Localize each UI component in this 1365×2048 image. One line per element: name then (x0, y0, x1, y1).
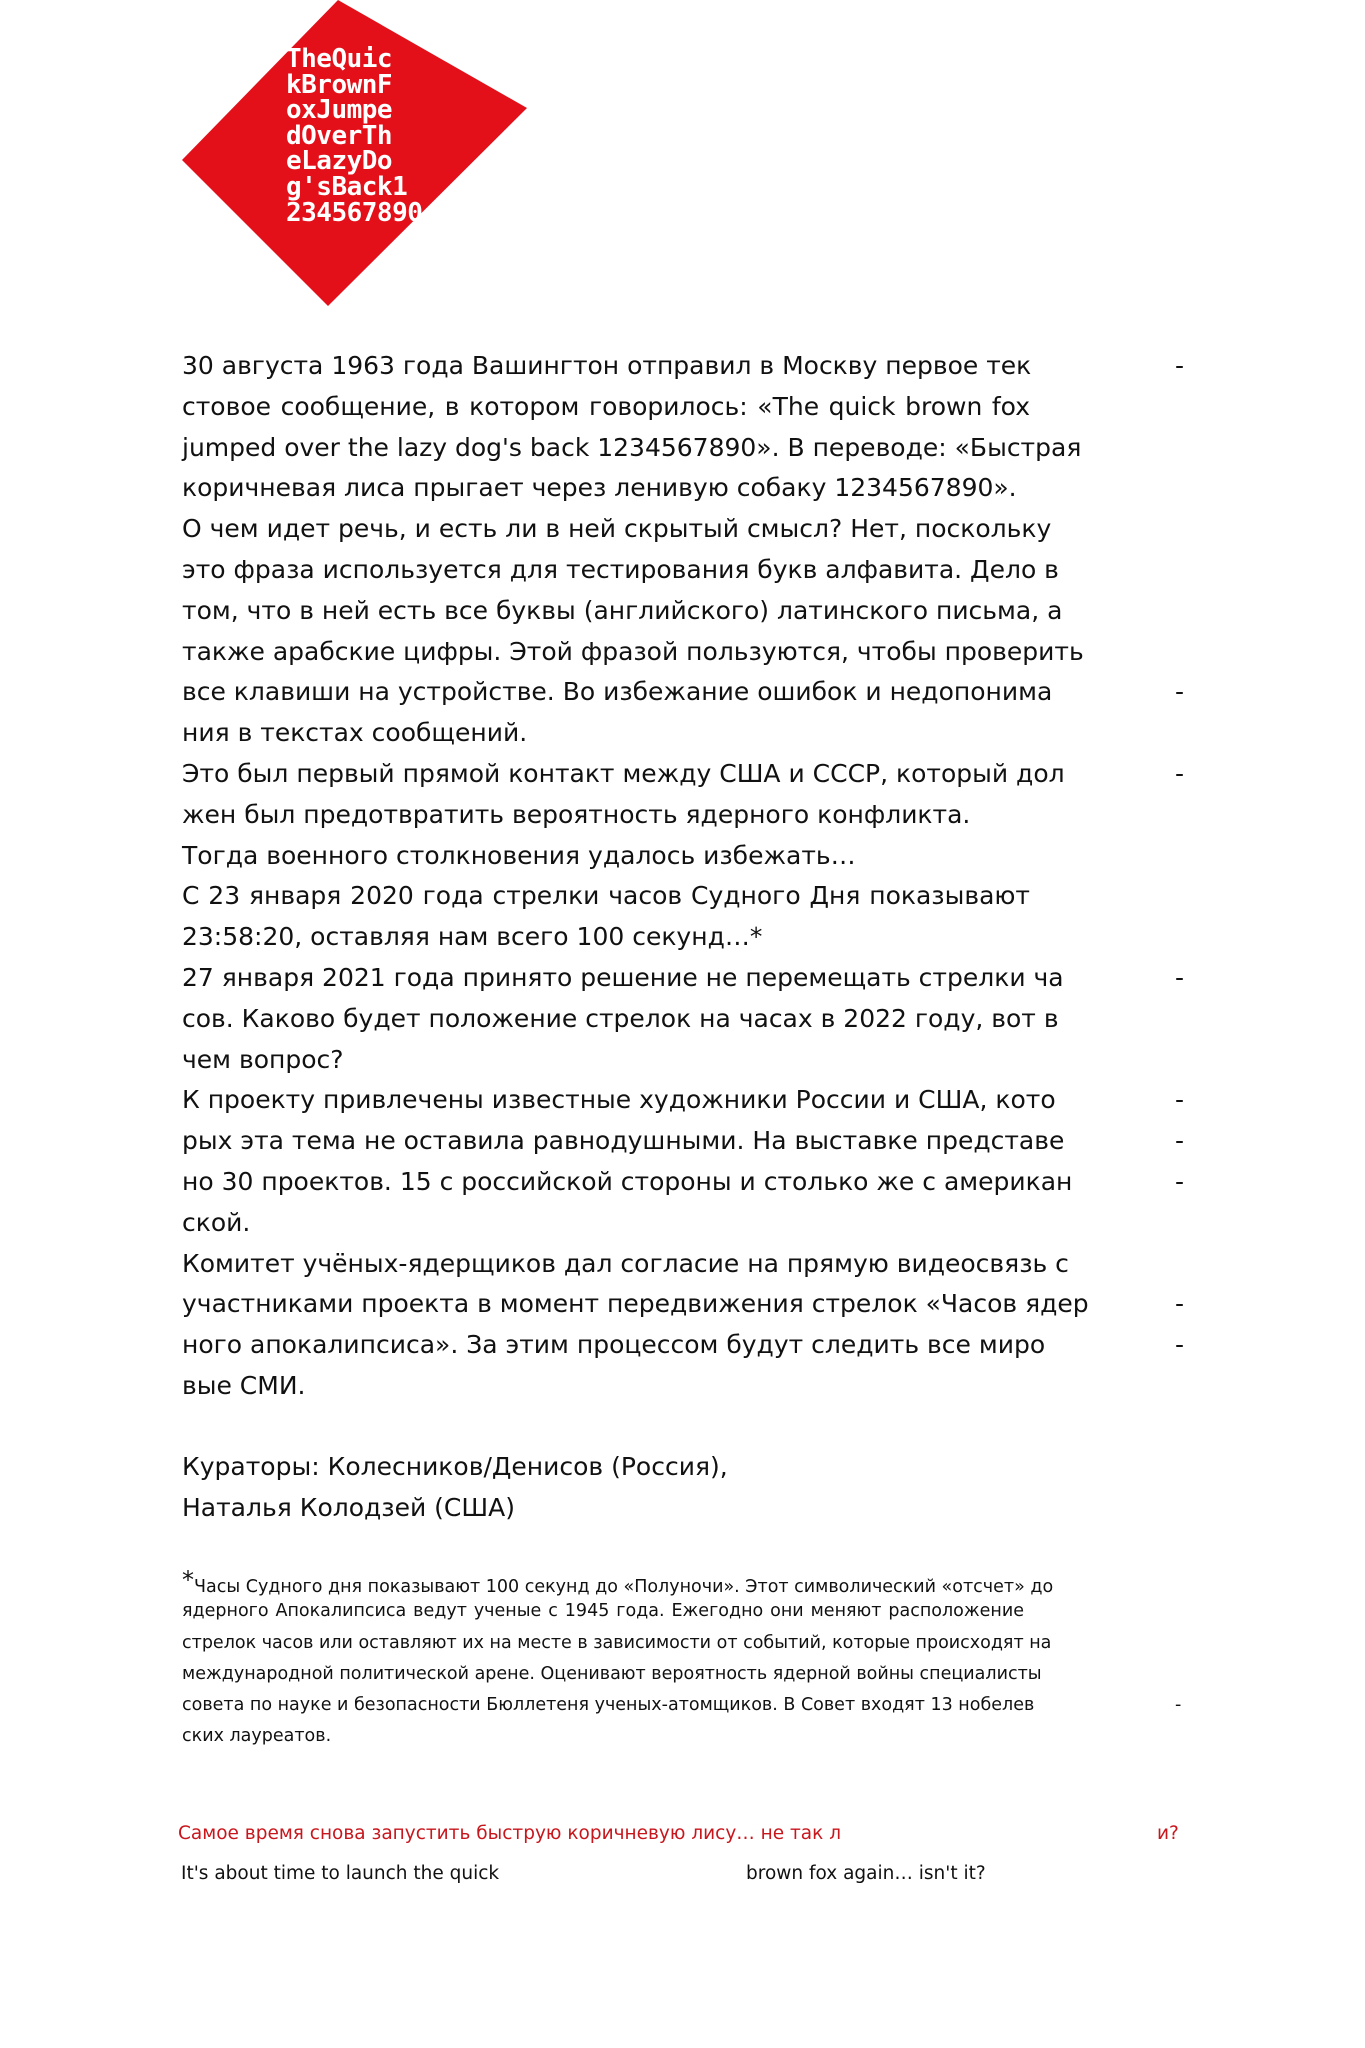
curators-line-usa: Наталья Колодзей (США) (182, 1493, 515, 1522)
body-text-line-text: ской. (182, 1207, 251, 1237)
body-text (182, 346, 1192, 1407)
logo-text-line: TheQuic (286, 44, 393, 74)
footnote-line-text: стрелок часов или оставляют их на месте в зависимости от событий, которые происходят на (182, 1632, 1052, 1653)
footnote-line-text: международной политической арене. Оценивают вероятность ядерной войны специалисты (182, 1663, 1042, 1684)
logo-text-line: eLazyDo (286, 146, 393, 177)
body-text-line-text: том, что в ней есть все буквы (английского) латинского письма, а (182, 595, 1063, 625)
body-text-line-text: 23:58:20, оставляя нам всего 100 секунд…* (182, 922, 763, 952)
body-text-line (182, 876, 1192, 917)
body-text-hyphen: - (1175, 351, 1185, 380)
body-text-line (182, 1162, 1192, 1203)
body-text-line (182, 1325, 1192, 1366)
logo-text-line: dOverTh (286, 120, 393, 151)
body-text-line-text: 30 августа 1963 года Вашингтон отправил в Москву первое тек (182, 351, 1032, 380)
footnote-line-text: совета по науке и безопасности Бюллетеня ученых-атомщиков. В Совет входят 13 нобелев (182, 1695, 1035, 1716)
curators (182, 1446, 728, 1528)
body-text-hyphen: - (1175, 1330, 1185, 1360)
logo-text-line: oxJumpe (286, 95, 393, 126)
body-text-hyphen: - (1175, 1126, 1185, 1156)
body-text-line (182, 1284, 1192, 1325)
body-text-line-text: жен был предотвратить вероятность ядерного конфликта. (182, 799, 971, 829)
body-text-line (182, 550, 1192, 591)
logo-text (286, 44, 436, 228)
body-text-line (182, 754, 1192, 795)
body-text-hyphen: - (1175, 677, 1185, 707)
body-text-line-text: Тогда военного столкновения удалось избежать… (182, 840, 856, 870)
body-text-line-text: О чем идет речь, и есть ли в ней скрытый смысл? Нет, поскольку (182, 514, 1052, 544)
body-text-line-text: все клавиши на устройстве. Во избежание ошибок и недопонима (182, 677, 1053, 707)
body-text-line (182, 346, 1192, 387)
footnote-line (182, 1565, 1192, 1596)
body-text-line (182, 713, 1192, 754)
footnote-hyphen: - (1175, 1695, 1182, 1716)
body-text-line (182, 1244, 1192, 1285)
footnote-line (182, 1690, 1192, 1721)
logo (182, 0, 527, 310)
footnote-line (182, 1659, 1192, 1690)
body-text-line-text: С 23 января 2020 года стрелки часов Судного Дня показывают (182, 881, 1030, 911)
body-text-hyphen: - (1175, 758, 1185, 788)
body-text-line (182, 1040, 1192, 1081)
body-text-line-text: но 30 проектов. 15 с российской стороны и столько же с американ (182, 1166, 1073, 1196)
body-text-line (182, 1121, 1192, 1162)
footnote-line-content: Часы Судного дня показывают 100 секунд до «Полуночи». Этот символический «отсчет» до (194, 1577, 1054, 1597)
footnote-line-text: ядерного Апокалипсиса ведут ученые с 1945 года. Ежегодно они меняют расположение (182, 1601, 1024, 1622)
logo-text-line: 234567890 (286, 197, 423, 228)
body-text-line (182, 1080, 1192, 1121)
body-text-line-text: Это был первый прямой контакт между США и СССР, который дол (182, 758, 1065, 788)
tagline-ru-part2: и? (1157, 1823, 1179, 1844)
footnote-asterisk: * (182, 1566, 194, 1594)
body-text-line-text: также арабские цифры. Этой фразой пользуются, чтобы проверить (182, 636, 1084, 666)
body-text-line-text: рых эта тема не оставила равнодушными. На выставке представе (182, 1126, 1065, 1156)
curators-line-russia: Кураторы: Колесников/Денисов (Россия), (182, 1452, 728, 1481)
body-text-line (182, 1366, 1192, 1407)
body-text-line-text: коричневая лиса прыгает через ленивую собаку 1234567890». (182, 473, 1017, 503)
body-text-line-text: вые СМИ. (182, 1370, 306, 1400)
body-text-line-text: сов. Каково будет положение стрелок на часах в 2022 году, вот в (182, 1003, 1059, 1033)
body-text-line (182, 958, 1192, 999)
footnote (182, 1565, 1192, 1753)
body-text-line-text: jumped over the lazy dog's back 1234567890». В переводе: «Быстрая (182, 432, 1082, 462)
body-text-hyphen: - (1175, 962, 1185, 992)
body-text-line-text: это фраза используется для тестирования букв алфавита. Дело в (182, 554, 1059, 584)
tagline-en-part2: brown fox again… isn't it? (746, 1863, 986, 1884)
tagline-en-part1: It's about time to launch the quick (181, 1863, 500, 1884)
logo-text-line: kBrownF (286, 69, 393, 100)
body-text-hyphen: - (1175, 1289, 1185, 1319)
footnote-line (182, 1628, 1192, 1659)
body-text-line (182, 917, 1192, 958)
body-text-line-text: 27 января 2021 года принято решение не перемещать стрелки ча (182, 962, 1064, 992)
body-text-line (182, 632, 1192, 673)
footnote-line (182, 1721, 1192, 1752)
body-text-line (182, 468, 1192, 509)
body-text-line (182, 509, 1192, 550)
body-text-line (182, 1203, 1192, 1244)
body-text-line-text: ния в текстах сообщений. (182, 718, 528, 748)
footnote-line-text: ских лауреатов. (182, 1726, 332, 1747)
body-text-line-text: участниками проекта в момент передвижения стрелок «Часов ядер (182, 1289, 1089, 1319)
body-text-line (182, 672, 1192, 713)
body-text-line-text: чем вопрос? (182, 1044, 344, 1074)
tagline-ru-part1: Самое время снова запустить быструю коричневую лису… не так л (178, 1823, 842, 1844)
body-text-line (182, 428, 1192, 469)
body-text-line (182, 591, 1192, 632)
body-text-line (182, 836, 1192, 877)
body-text-line (182, 999, 1192, 1040)
body-text-line (182, 387, 1192, 428)
footnote-line (182, 1596, 1192, 1627)
body-text-line-text: стовое сообщение, в котором говорилось: «The quick brown fox (182, 391, 1030, 421)
body-text-hyphen: - (1175, 1085, 1185, 1115)
body-text-hyphen: - (1175, 1166, 1185, 1196)
logo-text-line: g'sBack1 (286, 171, 408, 202)
body-text-line-text: ного апокалипсиса». За этим процессом будут следить все миро (182, 1330, 1046, 1360)
body-text-line-text: К проекту привлечены известные художники России и США, кото (182, 1085, 1056, 1115)
body-text-line (182, 795, 1192, 836)
body-text-line-text: Комитет учёных-ядерщиков дал согласие на прямую видеосвязь с (182, 1248, 1069, 1278)
